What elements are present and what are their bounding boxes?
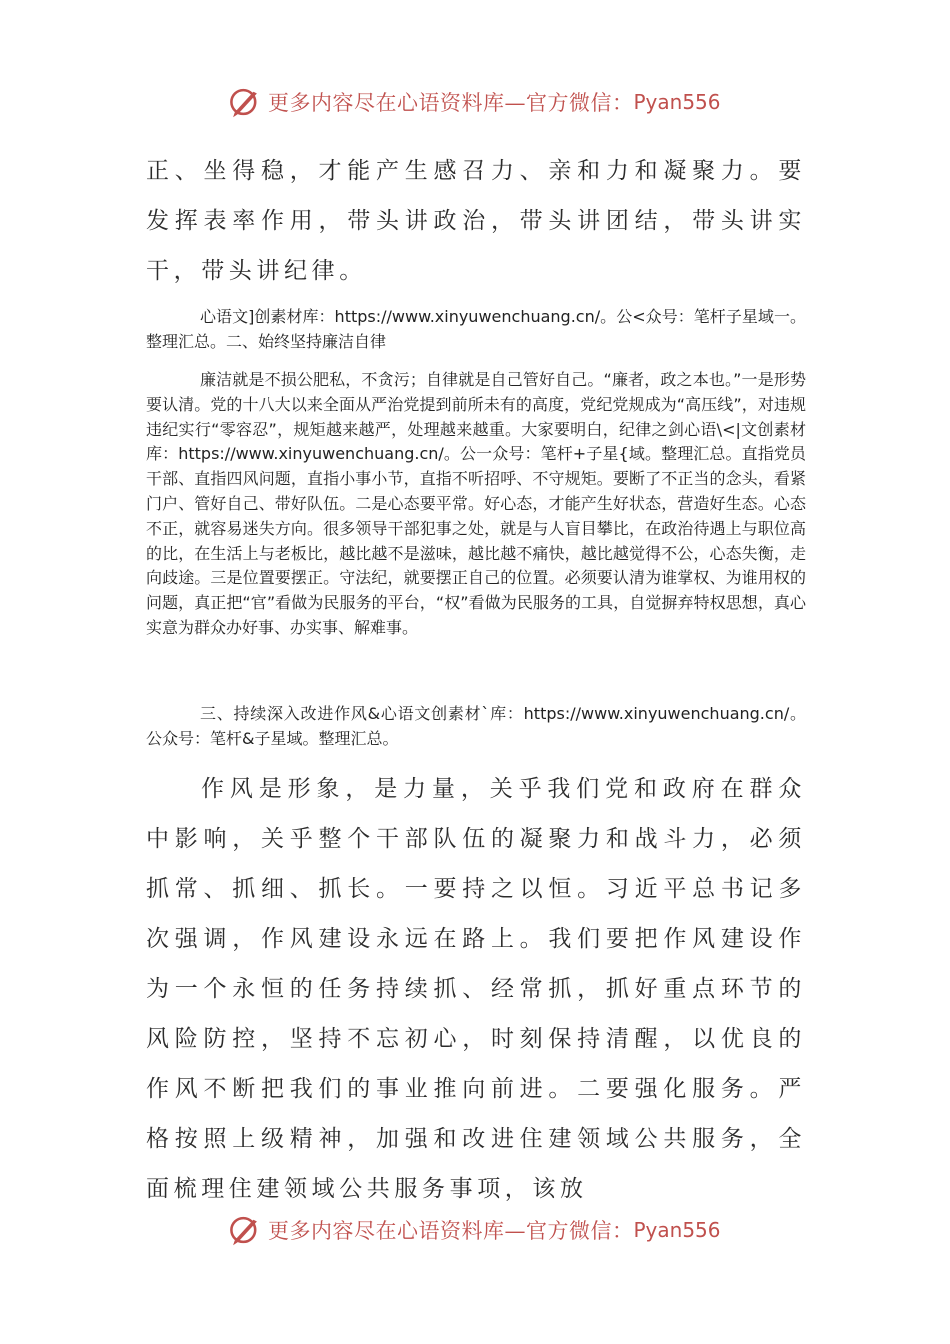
pen-logo-icon [228, 85, 262, 119]
header-banner-id: Pyan556 [633, 90, 721, 114]
footer-banner [0, 1210, 950, 1250]
footer-banner-text: 更多内容尽在心语资料库—官方微信： [268, 1219, 634, 1243]
paragraph-1: 正、坐得稳，才能产生感召力、亲和力和凝聚力。要发挥表率作用，带头讲政治，带头讲团结，带头讲实干，带头讲纪律。 [146, 158, 806, 284]
header-banner-text: 更多内容尽在心语资料库—官方微信： [268, 91, 634, 115]
paragraph-2: 心语文]创素材库：https://www.xinyuwenchuang.cn/。公<众号：笔杆子星域一。整理汇总。二、始终坚持廉洁自律 [146, 307, 806, 351]
footer-banner-id: Pyan556 [633, 1218, 721, 1242]
header-banner [0, 82, 950, 122]
paragraph-3: 廉洁就是不损公肥私，不贪污；自律就是自己管好自己。“廉者，政之本也。”一是形势要认清。党的十八大以来全面从严治党提到前所未有的高度，党纪党规成为“高压线”，对违规违纪实行“零容忍”，规矩越来越严，处理越来越重。大家要明白，纪律之剑心语\<|文创素材库：https://www.xinyuwenchuang.cn/。公一众号：笔杆+子星{域。整理汇总。直指党员干部、直指四风问题，直指小事小节，直指不听招呼、不守规矩。要断了不正当的念头，看紧门户、管好自己、带好队伍。二是心态要平常。好心态，才能产生好状态，营造好生态。心态不正，就容易迷失方向。很多领导干部犯事之处，就是与人盲目攀比，在政治待遇上与职位高的比，在生活上与老板比，越比越不是滋味，越比越不痛快，越比越觉得不公，心态失衡，走向歧途。三是位置要摆正。守法纪，就要摆正自己的位置。必须要认清为谁掌权、为谁用权的问题，真正把“官”看做为民服务的平台，“权”看做为民服务的工具，自觉摒弃特权思想，真心实意为群众办好事、办实事、解难事。 [146, 370, 806, 637]
pen-logo-icon [228, 1213, 262, 1247]
paragraph-5: 作风是形象，是力量，关乎我们党和政府在群众中影响，关乎整个干部队伍的凝聚力和战斗力，必须抓常、抓细、抓长。一要持之以恒。习近平总书记多次强调，作风建设永远在路上。我们要把作风建设作为一个永恒的任务持续抓、经常抓，抓好重点环节的风险防控，坚持不忘初心，时刻保持清醒，以优良的作风不断把我们的事业推向前进。二要强化服务。严格按照上级精神，加强和改进住建领域公共服务，全面梳理住建领域公共服务事项，该放 [146, 776, 806, 1202]
paragraph-4: 三、持续深入改进作风&心语文创素材`库：https://www.xinyuwenchuang.cn/。公众号：笔杆&子星域。整理汇总。 [146, 704, 806, 748]
